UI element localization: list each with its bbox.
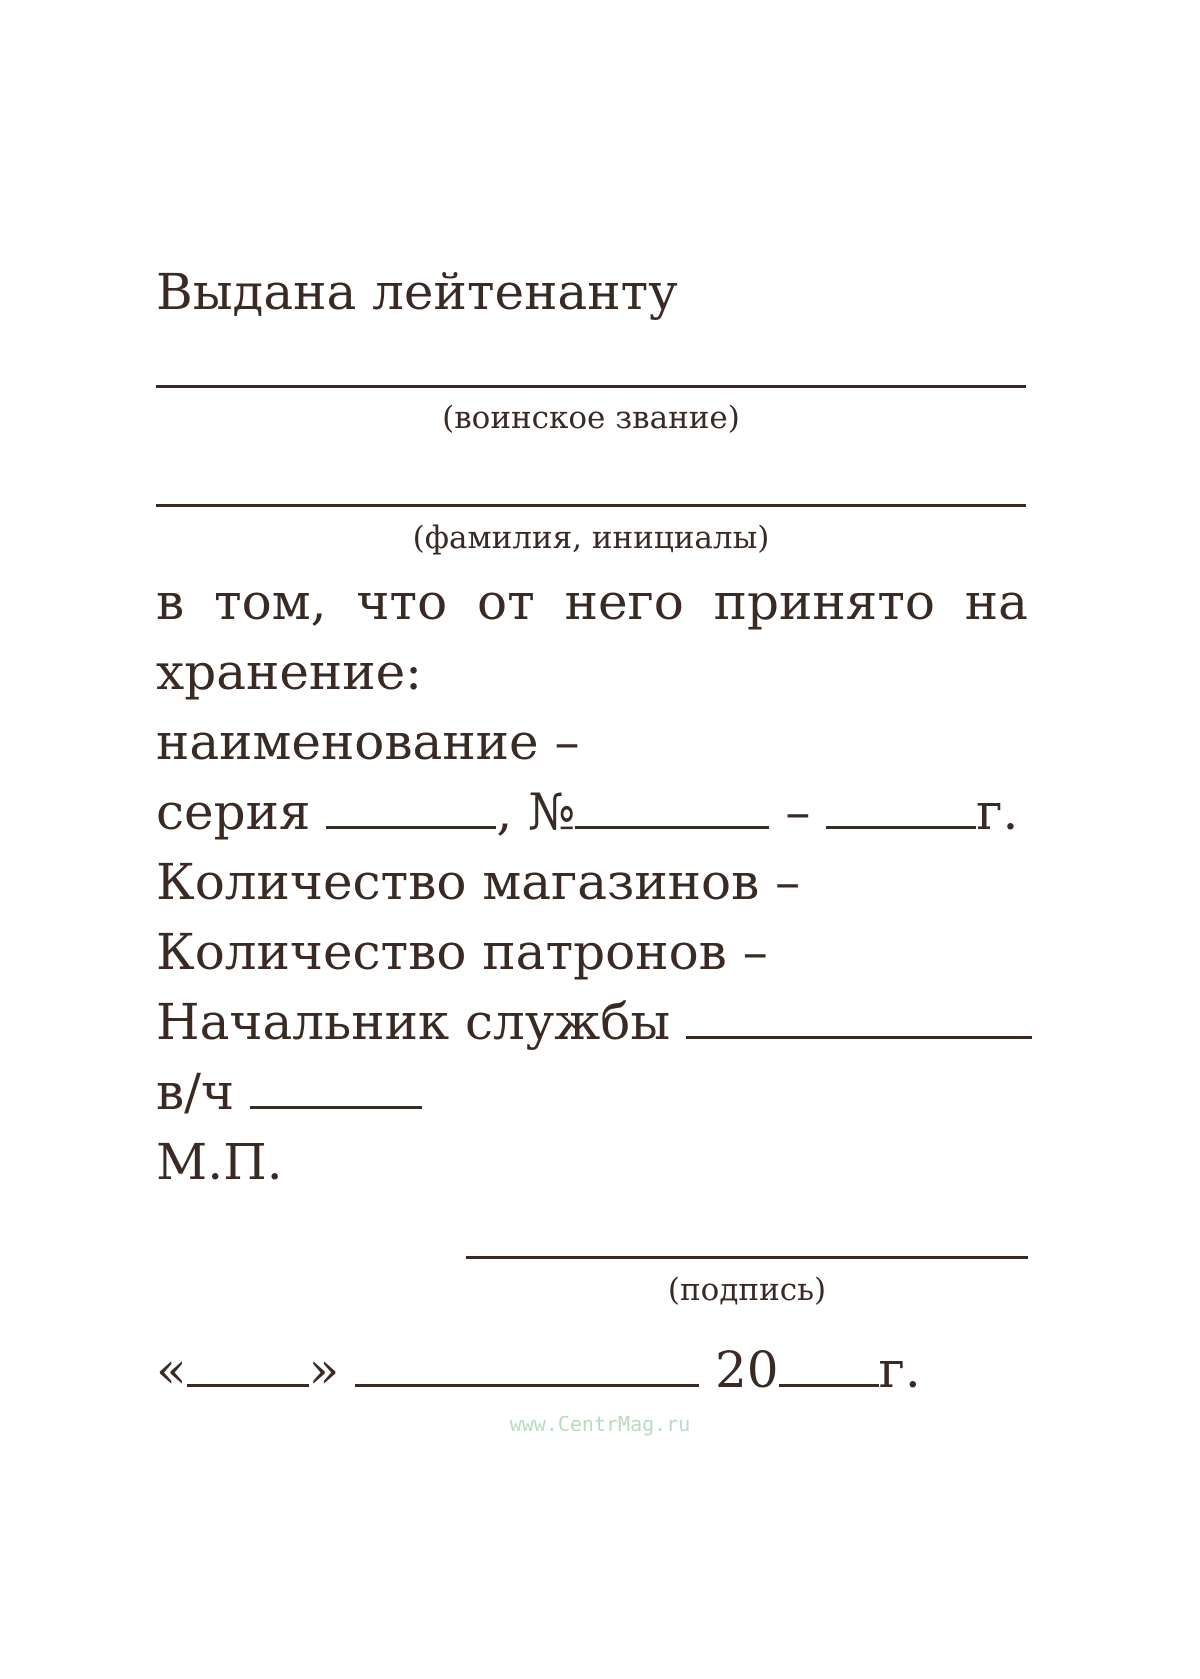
- series-blank: [326, 784, 496, 829]
- month-blank: [355, 1342, 699, 1387]
- series-label: серия: [156, 783, 311, 841]
- issued-to-heading: Выдана лейтенанту: [156, 263, 678, 321]
- signature-blank-line: [466, 1256, 1028, 1259]
- statement-word: том,: [213, 573, 327, 631]
- rank-caption: (воинское звание): [442, 400, 740, 436]
- watermark: www.CentrMag.ru: [509, 1412, 691, 1436]
- statement-word: в: [156, 573, 185, 631]
- name-blank-line: [156, 504, 1026, 507]
- statement-continuation: хранение:: [156, 643, 423, 701]
- statement-word: что: [356, 573, 448, 631]
- year-suffix: г.: [976, 783, 1019, 841]
- statement-word: на: [964, 573, 1028, 631]
- statement-word: него: [564, 573, 684, 631]
- year-digits-blank: [779, 1342, 879, 1387]
- chief-label: Начальник службы: [156, 993, 671, 1051]
- date-century: 20: [715, 1341, 779, 1399]
- number-label: , №: [496, 783, 576, 841]
- dash-separator: –: [785, 783, 811, 841]
- chief-line: [156, 992, 1032, 1052]
- series-line: [156, 782, 1018, 842]
- chief-blank: [686, 994, 1032, 1039]
- stamp-place-label: М.П.: [156, 1133, 283, 1191]
- date-open-quote: «: [156, 1341, 187, 1399]
- unit-label: в/ч: [156, 1063, 235, 1121]
- rank-blank-line: [156, 385, 1026, 388]
- number-blank: [575, 784, 769, 829]
- statement-word: принято: [713, 573, 935, 631]
- date-line: [156, 1340, 921, 1400]
- unit-line: [156, 1062, 422, 1122]
- magazines-count-label: Количество магазинов –: [156, 853, 801, 911]
- year-blank: [826, 784, 976, 829]
- unit-blank: [250, 1064, 422, 1109]
- statement-line: [156, 572, 1028, 632]
- date-close-quote: »: [308, 1341, 340, 1399]
- name-caption: (фамилия, инициалы): [412, 520, 770, 556]
- date-year-suffix: г.: [878, 1341, 921, 1399]
- statement-word: от: [477, 573, 535, 631]
- cartridges-count-label: Количество патронов –: [156, 923, 768, 981]
- signature-caption: (подпись): [667, 1272, 827, 1308]
- day-blank: [187, 1342, 309, 1387]
- item-name-label: наименование –: [156, 713, 580, 771]
